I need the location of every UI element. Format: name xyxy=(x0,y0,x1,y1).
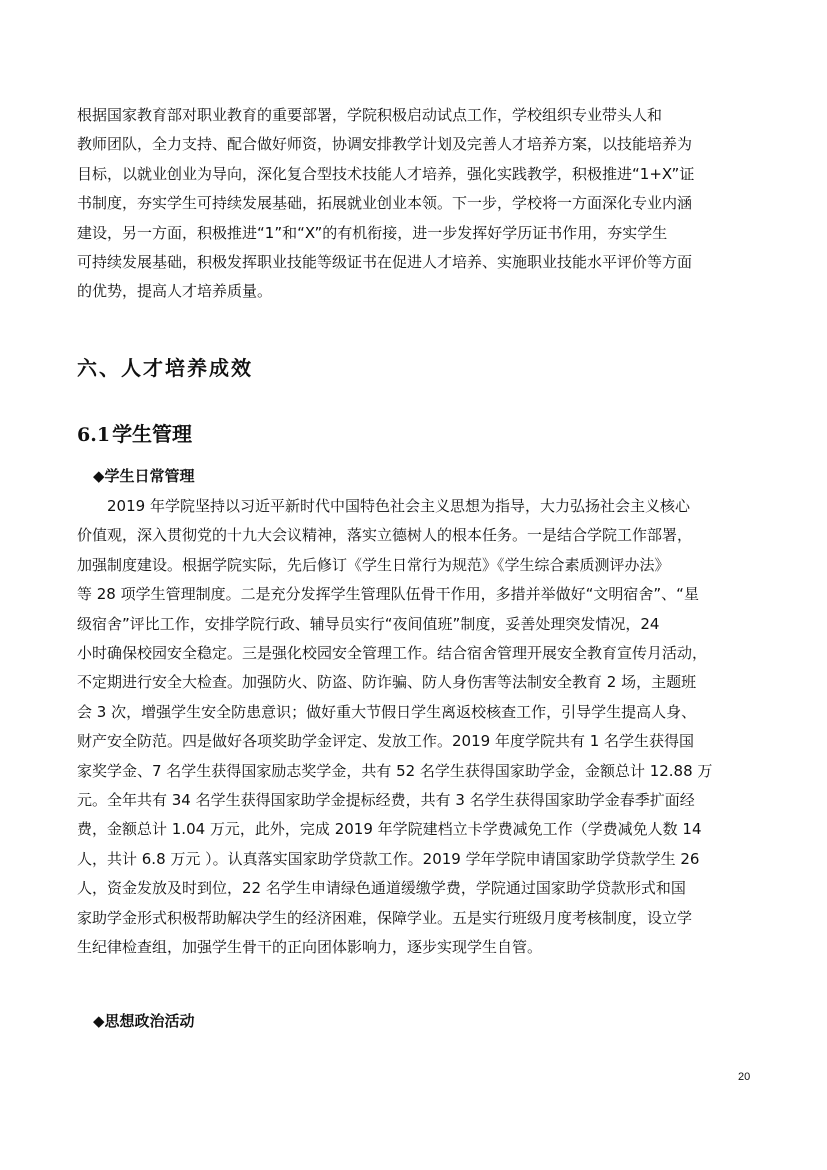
text-line: 财产安全防范。四是做好各项奖助学金评定、发放工作。2019 年度学院共有 1 名学生获得国 xyxy=(77,732,695,751)
text-line: 级宿舍”评比工作，安排学院行政、辅导员实行“夜间值班”制度，妥善处理突发情况，24 xyxy=(77,614,660,633)
text-line: 不定期进行安全大检查。加强防火、防盗、防诈骗、防人身伤害等法制安全教育 2 场，主题班 xyxy=(77,673,697,692)
text-line: 的优势，提高人才培养质量。 xyxy=(77,282,273,301)
text-line: 家助学金形式积极帮助解决学生的经济困难，保障学业。五是实行班级月度考核制度，设立学 xyxy=(77,908,693,927)
section-heading: 六、人才培养成效 xyxy=(77,356,253,380)
intro-paragraph xyxy=(77,101,762,307)
text-line: 会 3 次，增强学生安全防患意识；做好重大节假日学生离返校核查工作，引导学生提高人身、 xyxy=(77,702,697,721)
text-line: 加强制度建设。根据学院实际，先后修订《学生日常行为规范》《学生综合素质测评办法》 xyxy=(77,555,670,574)
text-line: 价值观，深入贯彻党的十九大会议精神，落实立德树人的根本任务。一是结合学院工作部署， xyxy=(77,526,693,545)
page-number: 20 xyxy=(738,1071,751,1083)
text-line: 2019 年学院坚持以习近平新时代中国特色社会主义思想为指导，大力弘扬社会主义核心 xyxy=(77,497,690,515)
text-line: 人，共计 6.8 万元 ）。认真落实国家助学贷款工作。2019 学年学院申请国家助学贷款学生 26 xyxy=(77,849,700,868)
text-line: 费，金额总计 1.04 万元，此外，完成 2019 年学院建档立卡学费减免工作（学费减免人数 14 xyxy=(77,820,702,839)
text-line: 目标，以就业创业为导向，深化复合型技术技能人才培养，强化实践教学，积极推进“1+X”证 xyxy=(77,164,695,183)
text-line: 人，资金发放及时到位，22 名学生申请绿色通道缓缴学费，学院通过国家助学贷款形式和国 xyxy=(77,879,686,898)
sub-heading-political-activities: ◆思想政治活动 xyxy=(93,1012,195,1030)
text-line: 书制度，夯实学生可持续发展基础，拓展就业创业本领。下一步，学校将一方面深化专业内涵 xyxy=(77,194,693,213)
subsection-number: 6.1 xyxy=(77,424,111,446)
sub-heading-daily-management: ◆学生日常管理 xyxy=(93,467,195,485)
text-line: 教师团队，全力支持、配合做好师资，协调安排教学计划及完善人才培养方案，以技能培养为 xyxy=(77,135,693,154)
text-line: 等 28 项学生管理制度。二是充分发挥学生管理队伍骨干作用，多措并举做好“文明宿舍”、“星 xyxy=(77,585,699,604)
text-line: 生纪律检查组，加强学生骨干的正向团体影响力，逐步实现学生自管。 xyxy=(77,938,543,957)
text-line: 建设，另一方面，积极推进“1”和“X”的有机衔接，进一步发挥好学历证书作用，夯实学生 xyxy=(77,223,668,242)
management-paragraph xyxy=(77,492,762,963)
subsection-title: 学生管理 xyxy=(112,422,193,446)
text-line: 根据国家教育部对职业教育的重要部署，学院积极启动试点工作，学校组织专业带头人和 xyxy=(77,106,663,124)
text-line: 元。全年共有 34 名学生获得国家助学金提标经费，共有 3 名学生获得国家助学金春季扩面经 xyxy=(77,791,695,810)
text-line: 家奖学金、7 名学生获得国家励志奖学金，共有 52 名学生获得国家助学金，金额总计 12.88 万 xyxy=(77,761,713,780)
subsection-heading xyxy=(77,418,192,447)
text-line: 可持续发展基础，积极发挥职业技能等级证书在促进人才培养、实施职业技能水平评价等方面 xyxy=(77,253,693,272)
text-line: 小时确保校园安全稳定。三是强化校园安全管理工作。结合宿舍管理开展安全教育宣传月活动， xyxy=(77,644,708,663)
